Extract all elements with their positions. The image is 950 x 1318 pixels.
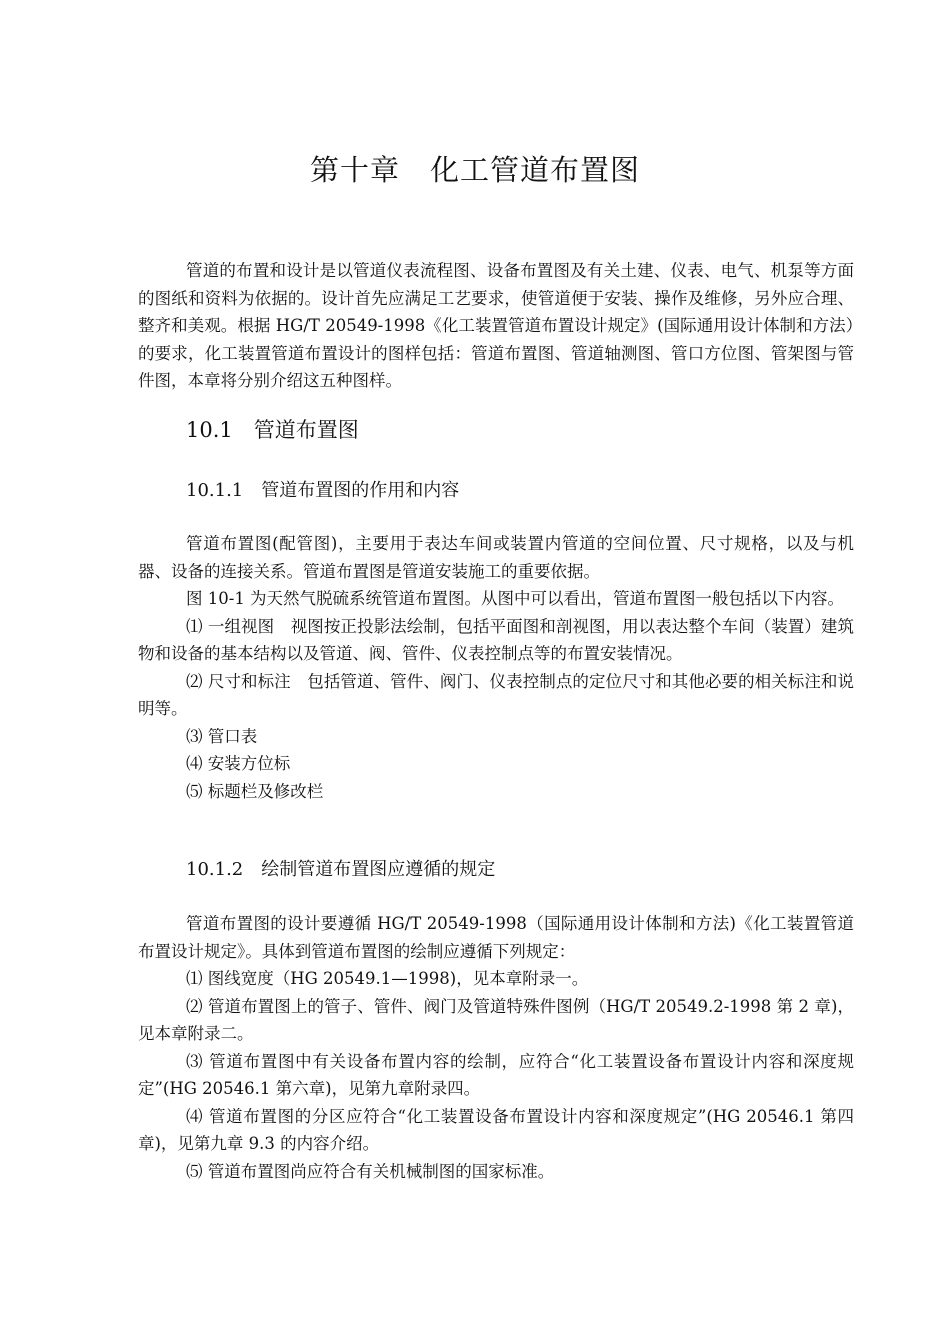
- list-item: ⑶ 管口表: [186, 726, 258, 746]
- section-10-1-2-body: [138, 910, 854, 1185]
- paragraph: 图 10-1 为天然气脱硫系统管道布置图。从图中可以看出，管道布置图一般包括以下内容。: [186, 589, 845, 608]
- section-heading-10-1-2: 10.1.2 绘制管道布置图应遵循的规定: [186, 859, 496, 880]
- paragraph: 管道布置图的设计要遵循 HG/T 20549-1998（国际通用设计体制和方法)《化工装置管道布置设计规定》。具体到管道布置图的绘制应遵循下列规定：: [138, 914, 854, 961]
- intro-paragraph: 管道的布置和设计是以管道仪表流程图、设备布置图及有关土建、仪表、电气、机泵等方面的图纸和资料为依据的。设计首先应满足工艺要求，使管道便于安装、操作及维修，另外应合理、整齐和美观。根据 HG/T 20549-1998《化工装置管道布置设计规定》(国际通用设计体制和方法）的要求，化工装置管道布置设计的图样包括：管道布置图、管道轴测图、管口方位图、管架图与管件图，本章将分别介绍这五种图样。: [138, 261, 854, 390]
- list-item: ⑵ 尺寸和标注 包括管道、管件、阀门、仪表控制点的定位尺寸和其他必要的相关标注和说明等。: [138, 671, 854, 718]
- section-heading-10-1: 10.1 管道布置图: [186, 418, 359, 442]
- list-item: ⑷ 管道布置图的分区应符合“化工装置设备布置设计内容和深度规定”(HG 20546.1 第四章)，见第九章 9.3 的内容介绍。: [138, 1106, 854, 1153]
- list-item: ⑷ 安装方位标: [186, 754, 291, 773]
- list-item: ⑴ 图线宽度（HG 20549.1—1998)，见本章附录一。: [186, 969, 589, 988]
- list-item: ⑵ 管道布置图上的管子、管件、阀门及管道特殊件图例（HG/T 20549.2-1998 第 2 章)，见本章附录二。: [138, 996, 854, 1043]
- list-item: ⑸ 管道布置图尚应符合有关机械制图的国家标准。: [186, 1161, 555, 1181]
- paragraph: 管道布置图(配管图)，主要用于表达车间或装置内管道的空间位置、尺寸规格，以及与机器、设备的连接关系。管道布置图是管道安装施工的重要依据。: [138, 534, 854, 581]
- section-heading-10-1-1: 10.1.1 管道布置图的作用和内容: [186, 480, 460, 501]
- intro-paragraph-block: [138, 257, 854, 395]
- chapter-title: 第十章 化工管道布置图: [309, 153, 640, 187]
- section-10-1-1-body: [138, 530, 854, 805]
- list-item: ⑸ 标题栏及修改栏: [186, 781, 324, 801]
- list-item: ⑶ 管道布置图中有关设备布置内容的绘制，应符合“化工装置设备布置设计内容和深度规定”(HG 20546.1 第六章)，见第九章附录四。: [138, 1051, 854, 1098]
- list-item: ⑴ 一组视图 视图按正投影法绘制，包括平面图和剖视图，用以表达整个车间（装置）建筑物和设备的基本结构以及管道、阀、管件、仪表控制点等的布置安装情况。: [138, 616, 854, 663]
